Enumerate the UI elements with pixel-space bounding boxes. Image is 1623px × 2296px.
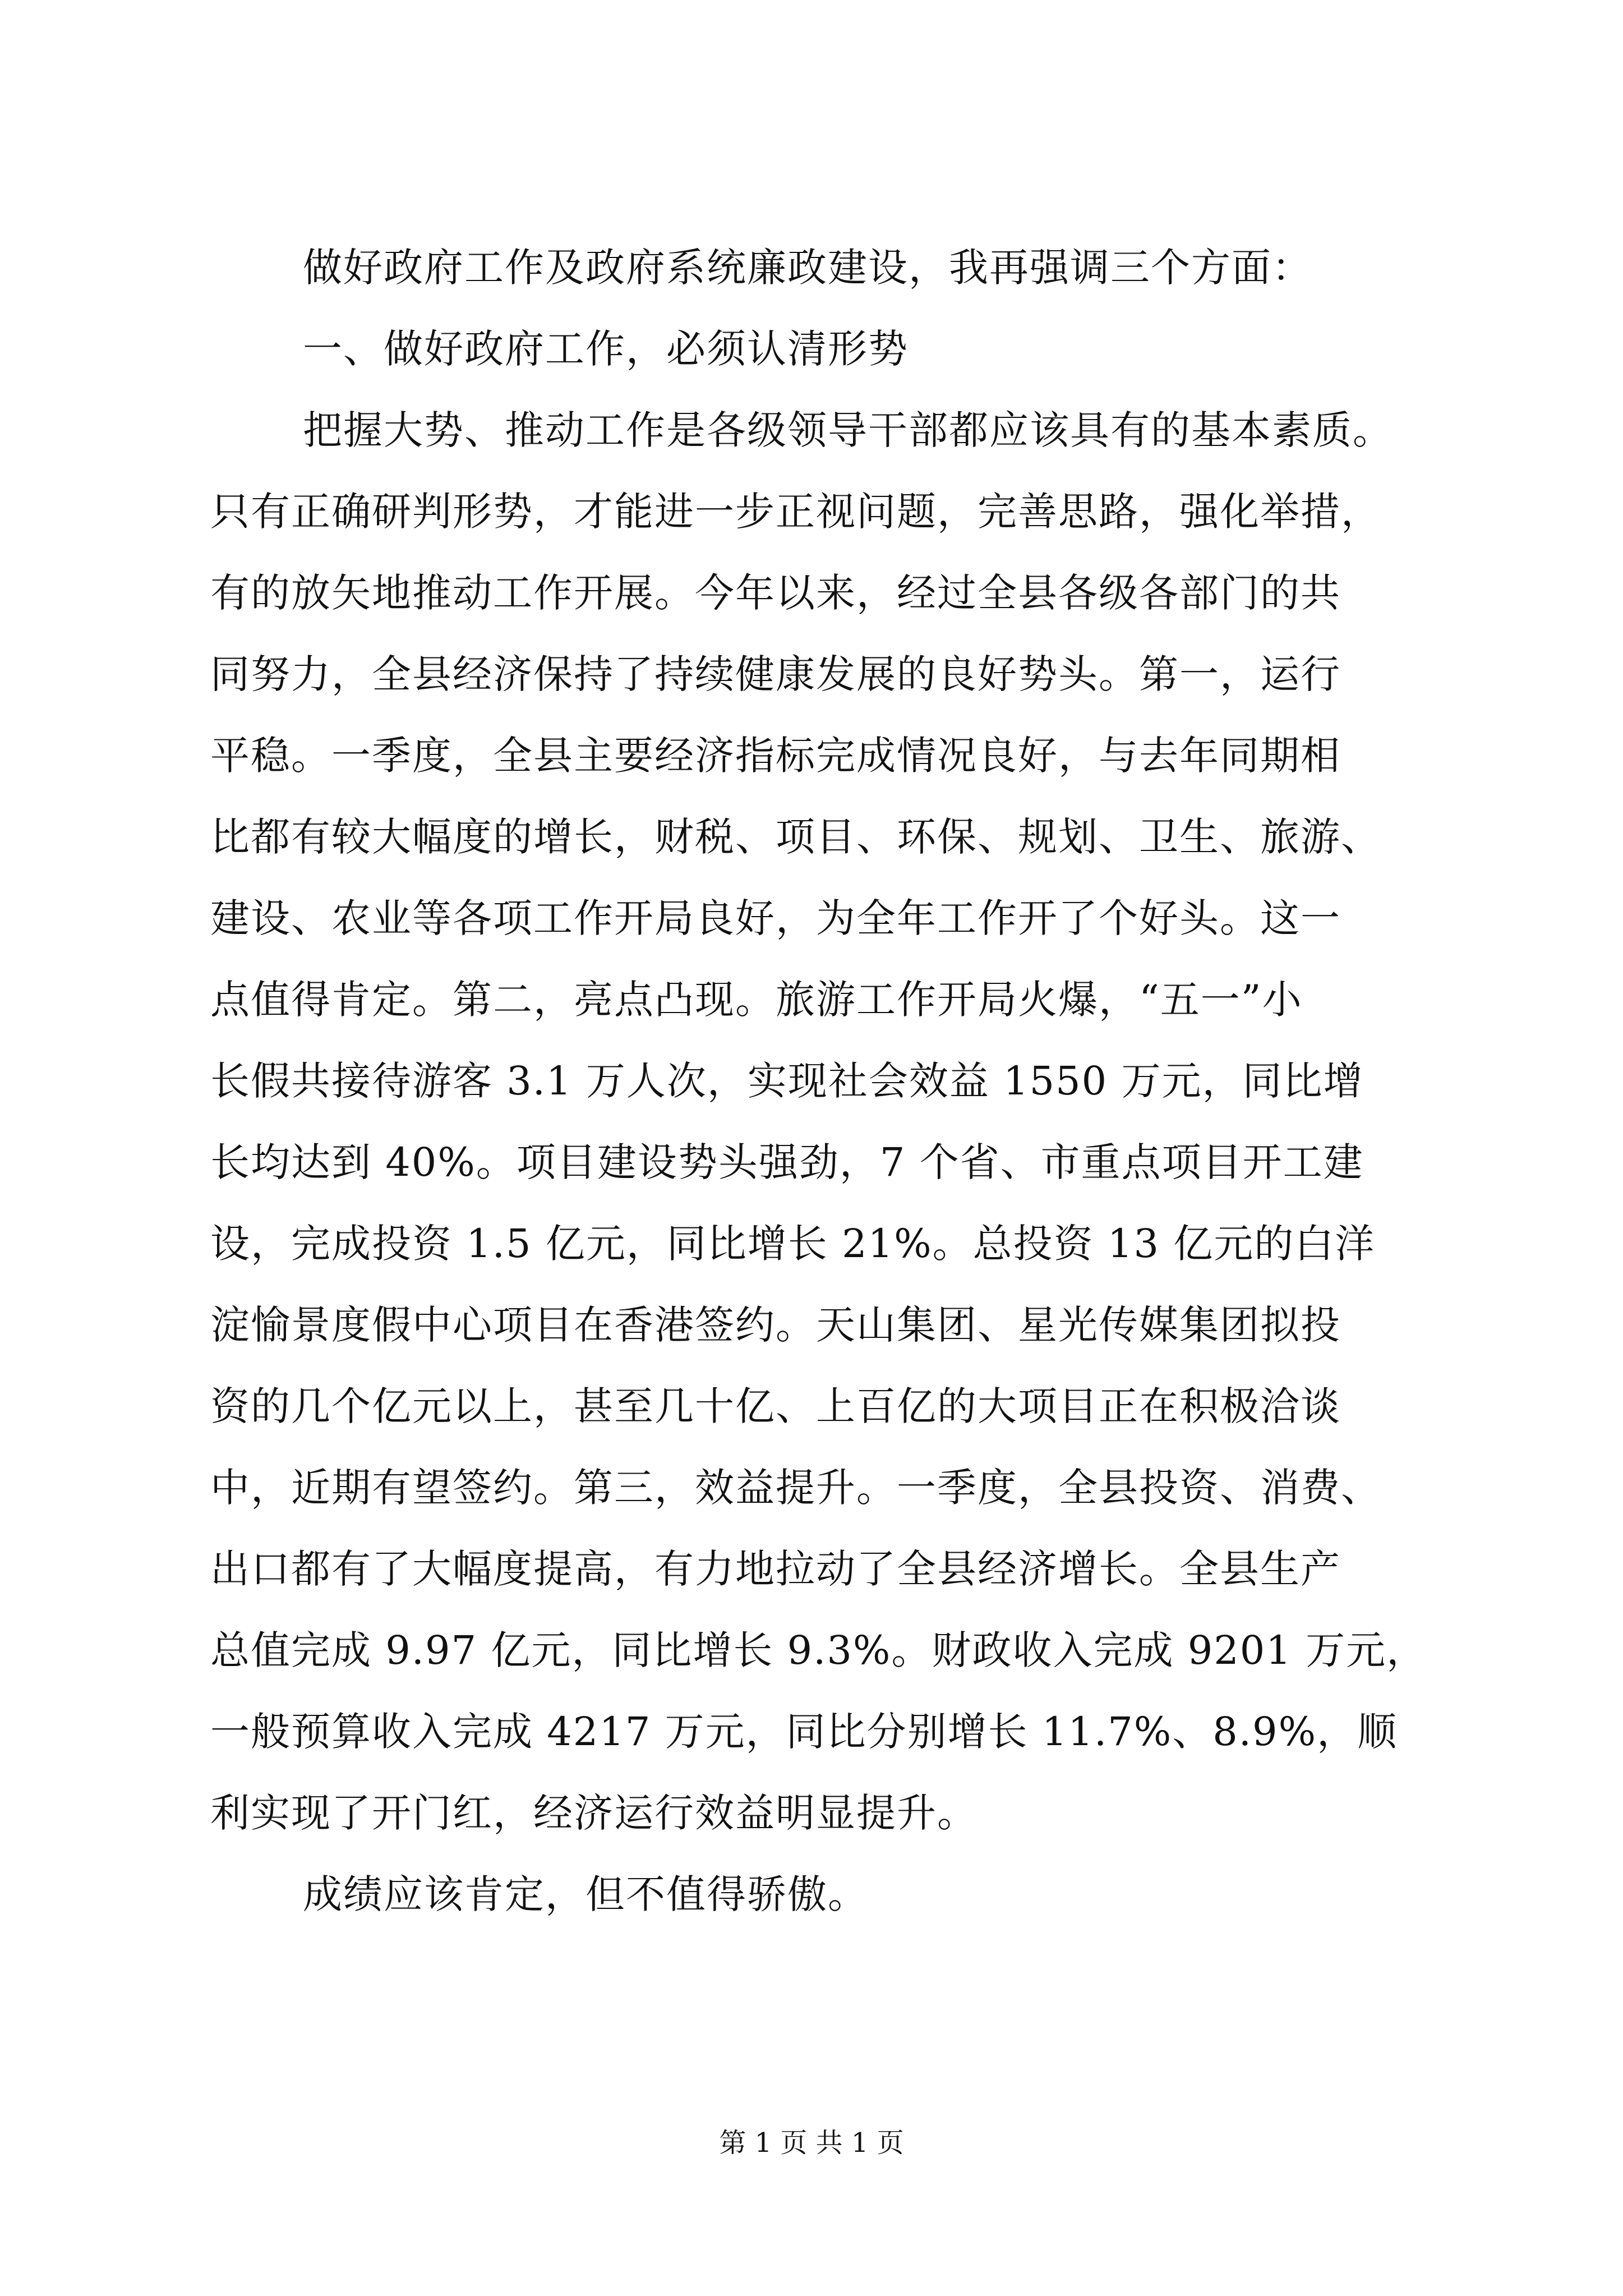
intro-line: 做好政府工作及政府系统廉政建设，我再强调三个方面： <box>303 245 1312 291</box>
paragraph-line: 资的几个亿元以上，甚至几十亿、上百亿的大项目正在积极洽谈 <box>210 1383 1341 1429</box>
paragraph-line: 把握大势、推动工作是各级领导干部都应该具有的基本素质。 <box>303 407 1393 453</box>
paragraph-line: 建设、农业等各项工作开局良好，为全年工作开了个好头。这一 <box>210 895 1341 941</box>
page-number: 第 1 页 共 1 页 <box>719 2127 904 2159</box>
paragraph-line: 一般预算收入完成 4217 万元，同比分别增长 11.7%、8.9%，顺 <box>210 1709 1398 1755</box>
paragraph-line: 中，近期有望签约。第三，效益提升。一季度，全县投资、消费、 <box>210 1465 1381 1511</box>
paragraph-line: 长假共接待游客 3.1 万人次，实现社会效益 1550 万元，同比增 <box>210 1058 1364 1104</box>
paragraph-line: 平稳。一季度，全县主要经济指标完成情况良好，与去年同期相 <box>210 733 1341 779</box>
paragraph-line: 有的放矢地推动工作开展。今年以来，经过全县各级各部门的共 <box>210 570 1341 616</box>
paragraph-line: 设，完成投资 1.5 亿元，同比增长 21%。总投资 13 亿元的白洋 <box>210 1221 1376 1267</box>
paragraph-line: 淀愉景度假中心项目在香港签约。天山集团、星光传媒集团拟投 <box>210 1302 1341 1348</box>
paragraph-line: 出口都有了大幅度提高，有力地拉动了全县经济增长。全县生产 <box>210 1546 1341 1592</box>
paragraph-line: 总值完成 9.97 亿元，同比增长 9.3%。财政收入完成 9201 万元， <box>210 1627 1427 1673</box>
paragraph-2: 成绩应该肯定，但不值得骄傲。 <box>303 1871 868 1917</box>
paragraph-line: 同努力，全县经济保持了持续健康发展的良好势头。第一，运行 <box>210 651 1341 697</box>
paragraph-line: 比都有较大幅度的增长，财税、项目、环保、规划、卫生、旅游、 <box>210 814 1381 860</box>
paragraph-line: 长均达到 40%。项目建设势头强劲，7 个省、市重点项目开工建 <box>210 1139 1364 1185</box>
paragraph-line: 利实现了开门红，经济运行效益明显提升。 <box>210 1790 978 1836</box>
paragraph-line: 只有正确研判形势，才能进一步正视问题，完善思路，强化举措， <box>210 489 1381 535</box>
paragraph-line: 点值得肯定。第二，亮点凸现。旅游工作开局火爆，“五一”小 <box>210 977 1303 1023</box>
section-heading: 一、做好政府工作，必须认清形势 <box>303 326 909 372</box>
